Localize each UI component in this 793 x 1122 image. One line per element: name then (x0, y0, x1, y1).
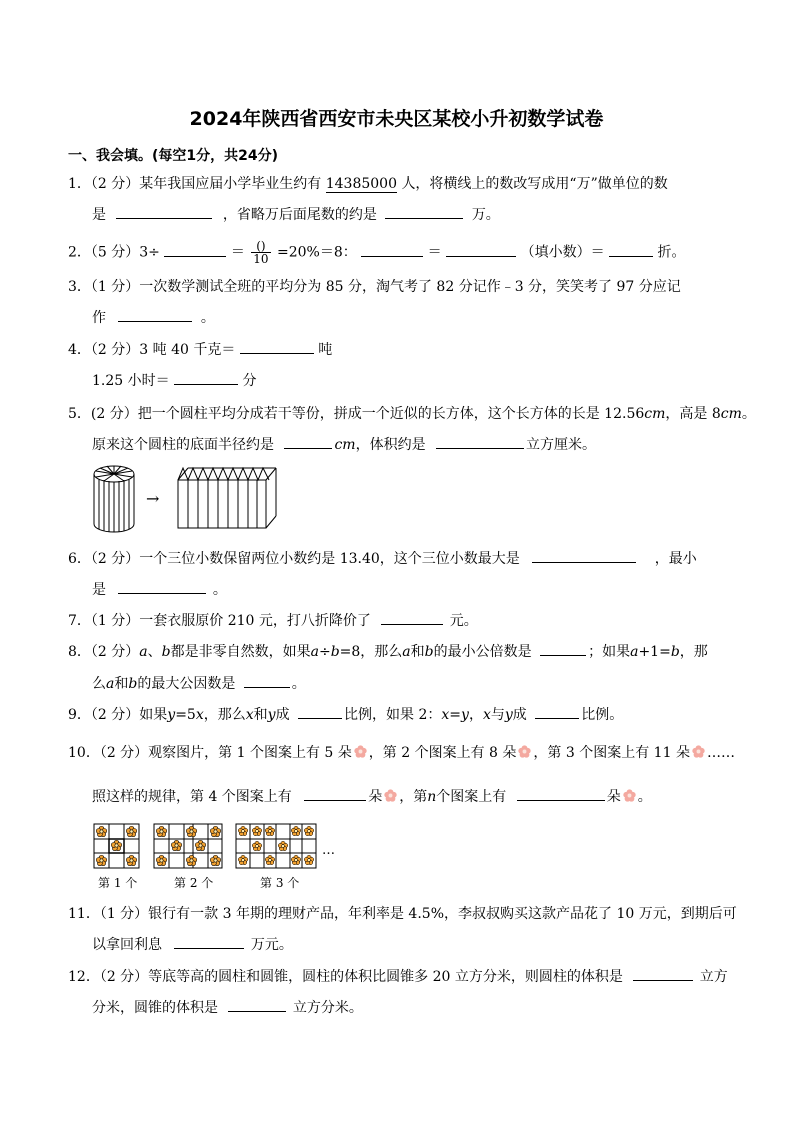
question-1-line-1 (68, 173, 668, 195)
flower-icon (384, 789, 397, 802)
q5-answer-blank-1[interactable] (284, 434, 332, 449)
q5-unit-cm-3: cm (334, 437, 356, 453)
q2-text-f: 折。 (657, 244, 686, 261)
q8-text-a2: 都是非零自然数，如果 (170, 644, 311, 660)
q8-text-a3: 的最小公倍数是 (433, 644, 532, 660)
flower-icon (623, 789, 636, 802)
question-6-line-1 (68, 548, 697, 570)
q8-text-a1: 8．（2 分） (68, 644, 140, 660)
question-12-line-1 (68, 966, 728, 988)
question-12-line-2 (92, 997, 363, 1019)
q4-text-c: 1.25 小时＝ (92, 373, 170, 389)
cylinder-to-cuboid-figure (92, 462, 292, 534)
q8-var-b: b (161, 644, 171, 660)
flower-icon (692, 745, 705, 758)
section-heading: 一、我会填。(每空1分，共24分) (68, 148, 279, 164)
arrow-icon: → (146, 489, 160, 508)
q9-text-a2: ，那么 (203, 707, 246, 723)
pattern-caption-3: 第 3 个 (260, 876, 300, 890)
q5-unit-cm-2: cm (720, 406, 742, 422)
q7-text-b: 元。 (449, 613, 478, 629)
question-5-line-1 (68, 403, 756, 425)
q9-text-a6: ， (468, 707, 483, 723)
q9-var-y-3: y (461, 707, 469, 723)
q2-text-b: ＝ (230, 244, 245, 261)
pattern-3 (236, 824, 316, 868)
q9-var-x-4: x (482, 707, 491, 723)
q9-eq: =5 (175, 707, 196, 723)
q9-text-a7: 成 (512, 707, 527, 723)
question-4-line-1 (68, 339, 332, 361)
q3-text-b: 作 (92, 310, 106, 326)
q6-text-c: 是 (92, 582, 106, 598)
question-3-line-1: 3．（1 分）一次数学测试全班的平均分为 85 分，淘气考了 82 分记作﹣3 分，笑笑考了 97 分应记 (68, 279, 681, 295)
q8-sep: 、 (147, 644, 162, 660)
question-11-line-2 (92, 934, 293, 956)
q9-text-a5: = (449, 707, 462, 723)
q10-var-n: n (427, 789, 437, 805)
q8-var-a-4: a (630, 644, 639, 660)
q8-text-b2: 的最大公因数是 (137, 676, 236, 692)
question-3-line-2 (92, 307, 215, 329)
question-7-line (68, 610, 478, 632)
q5-answer-blank-2[interactable] (436, 434, 524, 449)
q4-text-a: 4．（2 分）3 吨 40 千克＝ (68, 342, 236, 358)
q10-answer-blank-1[interactable] (304, 786, 366, 801)
q10-text-b3: ，第 (399, 789, 428, 805)
q8-text-b1: 么 (92, 676, 106, 692)
q11-text-c: 万元。 (250, 937, 293, 953)
q8-div: ÷ (318, 644, 331, 660)
q8-var-b-3: b (424, 644, 434, 660)
q1-answer-blank-2[interactable] (385, 204, 463, 219)
q10-text-b1: 照这样的规律，第 4 个图案上有 (92, 789, 292, 805)
q10-text-b6: 。 (637, 789, 652, 805)
q2-answer-blank-2[interactable] (361, 242, 423, 257)
question-11-line-1: 11．（1 分）银行有一款 3 年期的理财产品，年利率是 4.5%，李叔叔购买这款产品花了 10 万元，到期后可 (68, 906, 737, 922)
q8-eq8: =8，那么 (339, 644, 403, 660)
question-2-line (68, 240, 685, 265)
cylinder-figure (94, 466, 134, 532)
question-1-line-2 (92, 204, 500, 226)
q9-with: 与 (490, 707, 505, 723)
q1-text-a: 1．（2 分）某年我国应届小学毕业生约有 (68, 176, 322, 192)
q1-answer-blank-1[interactable] (116, 204, 212, 219)
q4-text-d: 分 (242, 373, 257, 389)
q1-text-b: 人，将横线上的数改写成用“万”做单位的数 (401, 176, 668, 192)
q5-text-b2: ，体积约是 (355, 437, 426, 453)
q8-plus: +1= (638, 644, 671, 660)
q9-text-a1: 9．（2 分）如果 (68, 707, 168, 723)
question-5-line-2 (92, 434, 596, 456)
q10-text-a3: ，第 3 个图案上有 11 朵 (533, 745, 690, 761)
q8-var-a-2: a (310, 644, 319, 660)
q8-answer-blank-1[interactable] (540, 641, 586, 656)
q4-answer-blank-2[interactable] (174, 370, 238, 385)
q9-text-a3: 成 (275, 707, 290, 723)
q2-text-e: （填小数）＝ (520, 244, 605, 261)
q6-text-a: 6．（2 分）一个三位小数保留两位小数约是 13.40，这个三位小数最大是 (68, 551, 520, 567)
q8-text-b3: 。 (291, 676, 306, 692)
q2-text-d: ＝ (427, 244, 442, 261)
q12-text-b: 立方 (699, 969, 728, 985)
q5-text-b1: 原来这个圆柱的底面半径约是 (92, 437, 274, 453)
pattern-ellipsis: … (322, 843, 335, 858)
q5-text-b3: 立方厘米。 (526, 437, 597, 453)
q8-var-a-3: a (402, 644, 411, 660)
q8-var-b-2: b (330, 644, 340, 660)
q12-answer-blank-2[interactable] (228, 997, 286, 1012)
flower-icon (518, 745, 531, 758)
q9-text-a8: 比例。 (581, 707, 624, 723)
q9-var-y-4: y (504, 707, 513, 723)
q3-text-c: 。 (200, 310, 215, 326)
q9-text-a4: 比例，如果 2： (344, 707, 442, 723)
pattern-caption-1: 第 1 个 (98, 876, 138, 890)
question-6-line-2 (92, 579, 227, 601)
q8-and: 和 (410, 644, 425, 660)
q1-number: 14385000 (325, 176, 397, 192)
q8-text-a4: ；如果 (588, 644, 631, 660)
q1-text-d: ，省略万后面尾数的约是 (222, 207, 377, 223)
question-10-line-2 (92, 786, 652, 808)
q12-text-d: 立方分米。 (292, 1000, 363, 1016)
q7-text-a: 7．（1 分）一套衣服原价 210 元，打八折降价了 (68, 613, 371, 629)
question-8-line-1 (68, 641, 708, 663)
q12-answer-blank-1[interactable] (633, 966, 693, 981)
q8-var-b-4: b (670, 644, 680, 660)
q9-answer-blank-1[interactable] (298, 704, 342, 719)
q4-text-b: 吨 (318, 342, 333, 358)
q12-text-c: 分米，圆锥的体积是 (92, 1000, 218, 1016)
q10-text-b5: 朵 (606, 789, 621, 805)
q2-text-c: =20%＝8： (277, 244, 357, 261)
question-10-line-1 (68, 742, 735, 764)
q9-var-x: x (195, 707, 204, 723)
q8-answer-blank-2[interactable] (244, 673, 290, 688)
flower-pattern-figure (92, 822, 342, 872)
q2-answer-blank-1[interactable] (164, 242, 226, 257)
q6-answer-blank-2[interactable] (118, 579, 206, 594)
q2-answer-blank-4[interactable] (609, 242, 653, 257)
q8-var-a-5: a (106, 676, 115, 692)
cuboid-figure (178, 468, 276, 528)
q1-text-c: 是 (92, 207, 106, 223)
q5-text-a3: 。 (741, 406, 756, 422)
q10-text-a4: …… (706, 745, 735, 761)
q5-unit-cm-1: cm (644, 406, 666, 422)
q9-var-y-2: y (267, 707, 276, 723)
q9-and: 和 (253, 707, 268, 723)
q8-var-b-5: b (128, 676, 138, 692)
q2-fraction-denominator: 10 (253, 252, 269, 266)
q6-answer-blank-1[interactable] (532, 548, 636, 563)
q9-var-x-2: x (245, 707, 254, 723)
q10-text-a2: ，第 2 个图案上有 8 朵 (368, 745, 517, 761)
q10-answer-blank-2[interactable] (517, 786, 605, 801)
q2-fraction (251, 240, 270, 265)
q10-text-a1: 10．（2 分）观察图片，第 1 个图案上有 5 朵 (68, 745, 352, 761)
q9-var-y: y (167, 707, 176, 723)
q2-answer-blank-3[interactable] (446, 242, 516, 257)
q10-text-b4: 个图案上有 (436, 789, 507, 805)
q7-answer-blank[interactable] (381, 610, 443, 625)
pattern-caption-2: 第 2 个 (174, 876, 214, 890)
q2-text-a: 2．（5 分）3÷ (68, 244, 160, 261)
q2-fraction-numerator[interactable]: () (251, 240, 270, 253)
q6-text-b: ，最小 (654, 551, 697, 567)
q1-text-e: 万。 (471, 207, 500, 223)
q8-var-a: a (139, 644, 148, 660)
q11-text-b: 以拿回利息 (92, 937, 162, 953)
q5-text-a2: ，高是 8 (665, 406, 721, 422)
page-title: 2024年陕西省西安市未央区某校小升初数学试卷 (189, 108, 604, 130)
question-9-line (68, 704, 623, 726)
pattern-2 (154, 824, 222, 868)
flower-icon (354, 745, 367, 758)
q9-answer-blank-2[interactable] (535, 704, 579, 719)
q12-text-a: 12．（2 分）等底等高的圆柱和圆锥，圆柱的体积比圆锥多 20 立方分米，则圆柱的体积是 (68, 969, 623, 985)
q11-answer-blank[interactable] (174, 934, 244, 949)
question-4-line-2 (92, 370, 257, 392)
q5-text-a1: 5．(2 分）把一个圆柱平均分成若干等份，拼成一个近似的长方体，这个长方体的长是 12.56 (68, 406, 645, 422)
q8-text-a5: ，那 (679, 644, 708, 660)
q8-and-2: 和 (114, 676, 129, 692)
question-8-line-2 (92, 673, 306, 695)
q10-text-b2: 朵 (368, 789, 383, 805)
pattern-1 (94, 824, 139, 868)
q3-answer-blank[interactable] (118, 307, 192, 322)
q9-var-x-3: x (441, 707, 450, 723)
q6-text-d: 。 (212, 582, 227, 598)
q4-answer-blank-1[interactable] (240, 339, 314, 354)
